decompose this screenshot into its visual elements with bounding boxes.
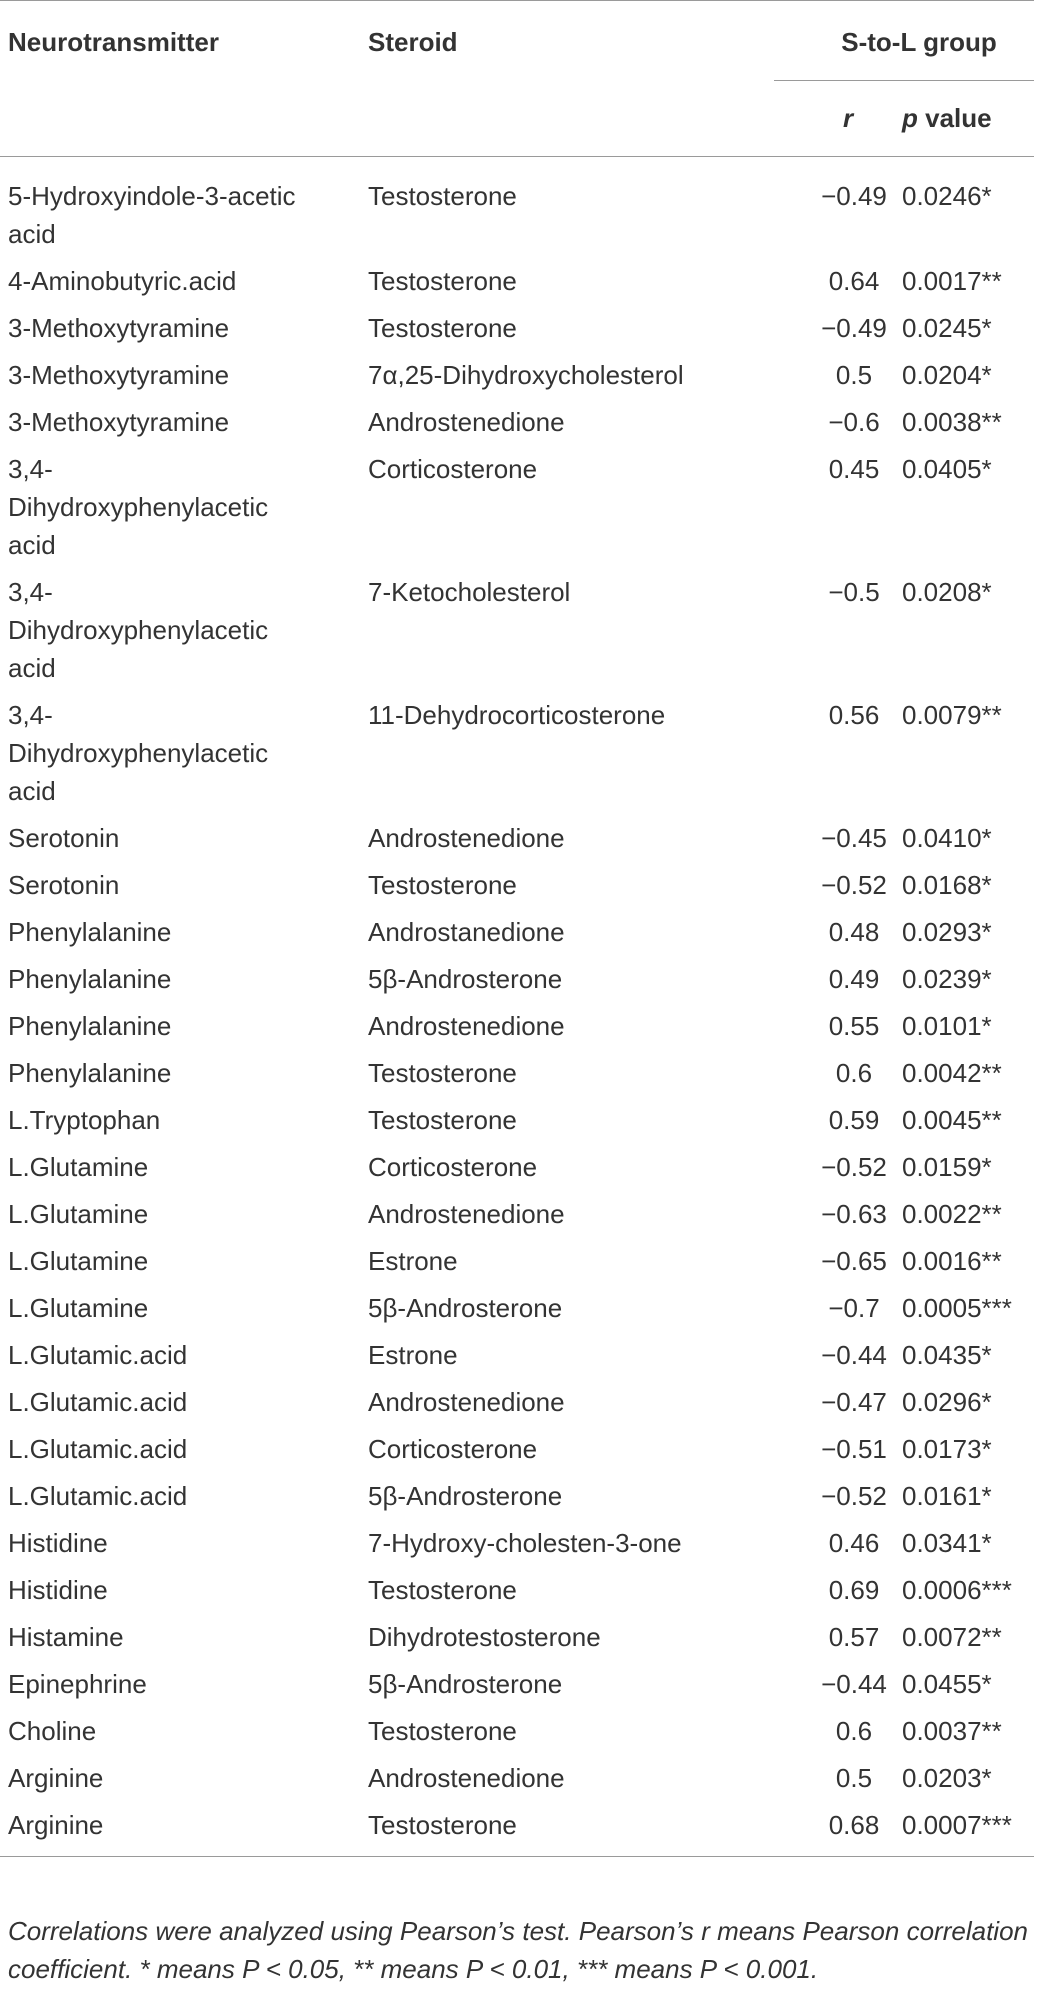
- table-row: [0, 1148, 1034, 1195]
- cell-p-value: 0.0005***: [902, 1293, 1012, 1323]
- cell-neurotransmitter: L.Glutamine: [8, 1152, 149, 1182]
- cell-r: −0.51: [821, 1434, 887, 1464]
- table-row: [0, 1336, 1034, 1383]
- cell-r: 0.45: [828, 454, 880, 484]
- table-row: [0, 960, 1034, 1007]
- cell-neurotransmitter: Histidine: [8, 1528, 108, 1558]
- table-body: [0, 157, 1034, 1857]
- cell-p-value: 0.0017**: [902, 266, 1002, 296]
- cell-neurotransmitter: Serotonin: [8, 870, 120, 900]
- cell-neurotransmitter: Epinephrine: [8, 1669, 147, 1699]
- cell-neurotransmitter: Phenylalanine: [8, 964, 172, 994]
- header-group-label: S-to-L group: [841, 27, 997, 57]
- cell-steroid: Androstenedione: [368, 1387, 565, 1417]
- table-row: [0, 157, 1034, 263]
- cell-r: −0.65: [821, 1246, 887, 1276]
- table-row: [0, 1007, 1034, 1054]
- table-row: [0, 866, 1034, 913]
- cell-p-value: 0.0173*: [902, 1434, 992, 1464]
- cell-r: 0.46: [828, 1528, 880, 1558]
- cell-steroid: Corticosterone: [368, 1152, 538, 1182]
- table-row: [0, 1571, 1034, 1618]
- cell-p-value: 0.0168*: [902, 870, 992, 900]
- cell-steroid: 11-Dehydrocorticosterone: [368, 700, 666, 730]
- cell-p-value: 0.0079**: [902, 700, 1002, 730]
- cell-steroid: 5β-Androsterone: [368, 1669, 563, 1699]
- cell-steroid: 7-Ketocholesterol: [368, 577, 571, 607]
- table-row: [0, 356, 1034, 403]
- cell-r: 0.49: [828, 964, 880, 994]
- table-row: [0, 1383, 1034, 1430]
- cell-r: 0.59: [828, 1105, 880, 1135]
- cell-neurotransmitter: L.Glutamic.acid: [8, 1387, 188, 1417]
- cell-r: −0.44: [821, 1340, 887, 1370]
- table-row: [0, 1806, 1034, 1857]
- cell-neurotransmitter: Phenylalanine: [8, 1058, 172, 1088]
- cell-p-value: 0.0341*: [902, 1528, 992, 1558]
- header-p-value: [894, 81, 1034, 157]
- table-row: [0, 573, 1034, 696]
- cell-neurotransmitter: L.Glutamic.acid: [8, 1340, 188, 1370]
- table-row: [0, 1430, 1034, 1477]
- cell-neurotransmitter: Arginine: [0, 1806, 360, 1857]
- cell-r: 0.48: [828, 917, 880, 947]
- cell-steroid: 5β-Androsterone: [368, 1293, 563, 1323]
- cell-steroid: Androstenedione: [368, 823, 565, 853]
- cell-p-value: 0.0204*: [902, 360, 992, 390]
- table-header: [0, 1, 1034, 157]
- cell-p-value: 0.0006***: [902, 1575, 1012, 1605]
- cell-neurotransmitter: Phenylalanine: [8, 917, 172, 947]
- cell-neurotransmitter: 3,4-Dihydroxyphenylacetic acid: [8, 700, 269, 806]
- cell-r: 0.6: [835, 1058, 873, 1088]
- header-r: r: [774, 81, 894, 157]
- cell-r: −0.7: [828, 1293, 880, 1323]
- cell-r: −0.47: [821, 1387, 887, 1417]
- table-row: [0, 1759, 1034, 1806]
- table-row: [0, 1195, 1034, 1242]
- cell-steroid: Testosterone: [360, 1806, 774, 1857]
- cell-neurotransmitter: L.Glutamic.acid: [8, 1481, 188, 1511]
- cell-neurotransmitter: Choline: [8, 1716, 97, 1746]
- cell-r: 0.68: [774, 1806, 894, 1857]
- cell-neurotransmitter: 5-Hydroxyindole-3-acetic acid: [8, 181, 296, 249]
- cell-p-value: 0.0159*: [902, 1152, 992, 1182]
- cell-p-value: 0.0405*: [902, 454, 992, 484]
- cell-p-value: 0.0293*: [902, 917, 992, 947]
- cell-steroid: Androstanedione: [368, 917, 565, 947]
- cell-p-value: 0.0296*: [902, 1387, 992, 1417]
- header-group: [774, 1, 1034, 81]
- cell-r: −0.49: [821, 313, 887, 343]
- cell-steroid: Testosterone: [368, 266, 517, 296]
- table-row: [0, 1665, 1034, 1712]
- cell-r: −0.49: [821, 181, 887, 211]
- cell-steroid: 5β-Androsterone: [368, 1481, 563, 1511]
- cell-neurotransmitter: 3-Methoxytyramine: [8, 313, 230, 343]
- cell-r: 0.6: [835, 1716, 873, 1746]
- cell-r: 0.55: [828, 1011, 880, 1041]
- cell-p-value: 0.0072**: [902, 1622, 1002, 1652]
- cell-p-value: 0.0022**: [902, 1199, 1002, 1229]
- cell-p-value: 0.0245*: [902, 313, 992, 343]
- cell-neurotransmitter: 3,4-Dihydroxyphenylacetic acid: [8, 454, 269, 560]
- cell-p-value: 0.0101*: [902, 1011, 992, 1041]
- cell-p-value: 0.0016**: [902, 1246, 1002, 1276]
- cell-r: 0.5: [835, 1763, 873, 1793]
- table-row: [0, 309, 1034, 356]
- cell-neurotransmitter: Phenylalanine: [8, 1011, 172, 1041]
- cell-steroid: Dihydrotestosterone: [368, 1622, 601, 1652]
- cell-neurotransmitter: 3,4-Dihydroxyphenylacetic acid: [8, 577, 269, 683]
- cell-neurotransmitter: Histamine: [8, 1622, 124, 1652]
- cell-r: −0.52: [821, 1152, 887, 1182]
- cell-neurotransmitter: Serotonin: [8, 823, 120, 853]
- cell-p-value: 0.0007***: [894, 1806, 1034, 1857]
- header-steroid: Steroid: [360, 1, 774, 157]
- cell-neurotransmitter: Histidine: [8, 1575, 108, 1605]
- cell-neurotransmitter: 4-Aminobutyric.acid: [8, 266, 237, 296]
- cell-r: 0.64: [828, 266, 880, 296]
- cell-neurotransmitter: 3-Methoxytyramine: [8, 407, 230, 437]
- cell-steroid: Testosterone: [368, 1105, 517, 1135]
- cell-r: 0.57: [828, 1622, 880, 1652]
- cell-steroid: Estrone: [368, 1340, 458, 1370]
- cell-neurotransmitter: L.Glutamine: [8, 1246, 149, 1276]
- cell-steroid: Testosterone: [368, 313, 517, 343]
- cell-p-value: 0.0246*: [902, 181, 992, 211]
- header-row-main: [0, 1, 1034, 81]
- header-p-italic: p: [902, 103, 918, 133]
- cell-p-value: 0.0045**: [902, 1105, 1002, 1135]
- cell-p-value: 0.0038**: [902, 407, 1002, 437]
- cell-neurotransmitter: L.Glutamine: [8, 1199, 149, 1229]
- table-row: [0, 1289, 1034, 1336]
- table-row: [0, 819, 1034, 866]
- cell-r: −0.63: [821, 1199, 887, 1229]
- table-row: [0, 403, 1034, 450]
- cell-steroid: Testosterone: [368, 1058, 517, 1088]
- table-row: [0, 450, 1034, 573]
- cell-r: −0.52: [821, 1481, 887, 1511]
- cell-steroid: Estrone: [368, 1246, 458, 1276]
- cell-steroid: Corticosterone: [368, 1434, 538, 1464]
- cell-steroid: Testosterone: [368, 181, 517, 211]
- cell-r: −0.52: [821, 870, 887, 900]
- cell-p-value: 0.0410*: [902, 823, 992, 853]
- table-row: [0, 913, 1034, 960]
- table-row: [0, 1712, 1034, 1759]
- cell-r: 0.56: [828, 700, 880, 730]
- header-p-suffix: value: [917, 103, 992, 133]
- cell-neurotransmitter: L.Glutamine: [8, 1293, 149, 1323]
- cell-neurotransmitter: L.Glutamic.acid: [8, 1434, 188, 1464]
- cell-steroid: 5β-Androsterone: [368, 964, 563, 994]
- cell-neurotransmitter: 3-Methoxytyramine: [8, 360, 230, 390]
- cell-p-value: 0.0161*: [902, 1481, 992, 1511]
- cell-p-value: 0.0208*: [902, 577, 992, 607]
- cell-steroid: Testosterone: [368, 870, 517, 900]
- cell-steroid: Androstenedione: [368, 1199, 565, 1229]
- cell-steroid: 7-Hydroxy-cholesten-3-one: [368, 1528, 682, 1558]
- table-row: [0, 1101, 1034, 1148]
- table-row: [0, 1524, 1034, 1571]
- cell-steroid: 7α,25-Dihydroxycholesterol: [368, 360, 684, 390]
- cell-r: −0.44: [821, 1669, 887, 1699]
- cell-steroid: Testosterone: [368, 1716, 517, 1746]
- cell-neurotransmitter: Arginine: [8, 1763, 104, 1793]
- table-row: [0, 1054, 1034, 1101]
- cell-r: −0.5: [828, 577, 880, 607]
- cell-r: 0.5: [835, 360, 873, 390]
- cell-steroid: Androstenedione: [368, 1011, 565, 1041]
- cell-p-value: 0.0203*: [902, 1763, 992, 1793]
- cell-steroid: Androstenedione: [368, 1763, 565, 1793]
- table-row: [0, 1242, 1034, 1289]
- table-footnote: Correlations were analyzed using Pearson’s test. Pearson’s r means Pearson correlation coefficient. * means P < 0.05, ** means P < 0.01, *** means P < 0.001.: [8, 1916, 1028, 1984]
- cell-steroid: Androstenedione: [368, 407, 565, 437]
- cell-r: −0.45: [821, 823, 887, 853]
- table-row: [0, 696, 1034, 819]
- cell-p-value: 0.0455*: [902, 1669, 992, 1699]
- cell-r: −0.6: [828, 407, 880, 437]
- cell-neurotransmitter: L.Tryptophan: [8, 1105, 161, 1135]
- header-neurotransmitter: Neurotransmitter: [0, 1, 360, 157]
- cell-p-value: 0.0042**: [902, 1058, 1002, 1088]
- table-row: [0, 1477, 1034, 1524]
- cell-steroid: Corticosterone: [368, 454, 538, 484]
- cell-p-value: 0.0435*: [902, 1340, 992, 1370]
- cell-steroid: Testosterone: [368, 1575, 517, 1605]
- cell-r: 0.69: [828, 1575, 880, 1605]
- table-row: [0, 262, 1034, 309]
- cell-p-value: 0.0037**: [902, 1716, 1002, 1746]
- table-row: [0, 1618, 1034, 1665]
- cell-p-value: 0.0239*: [902, 964, 992, 994]
